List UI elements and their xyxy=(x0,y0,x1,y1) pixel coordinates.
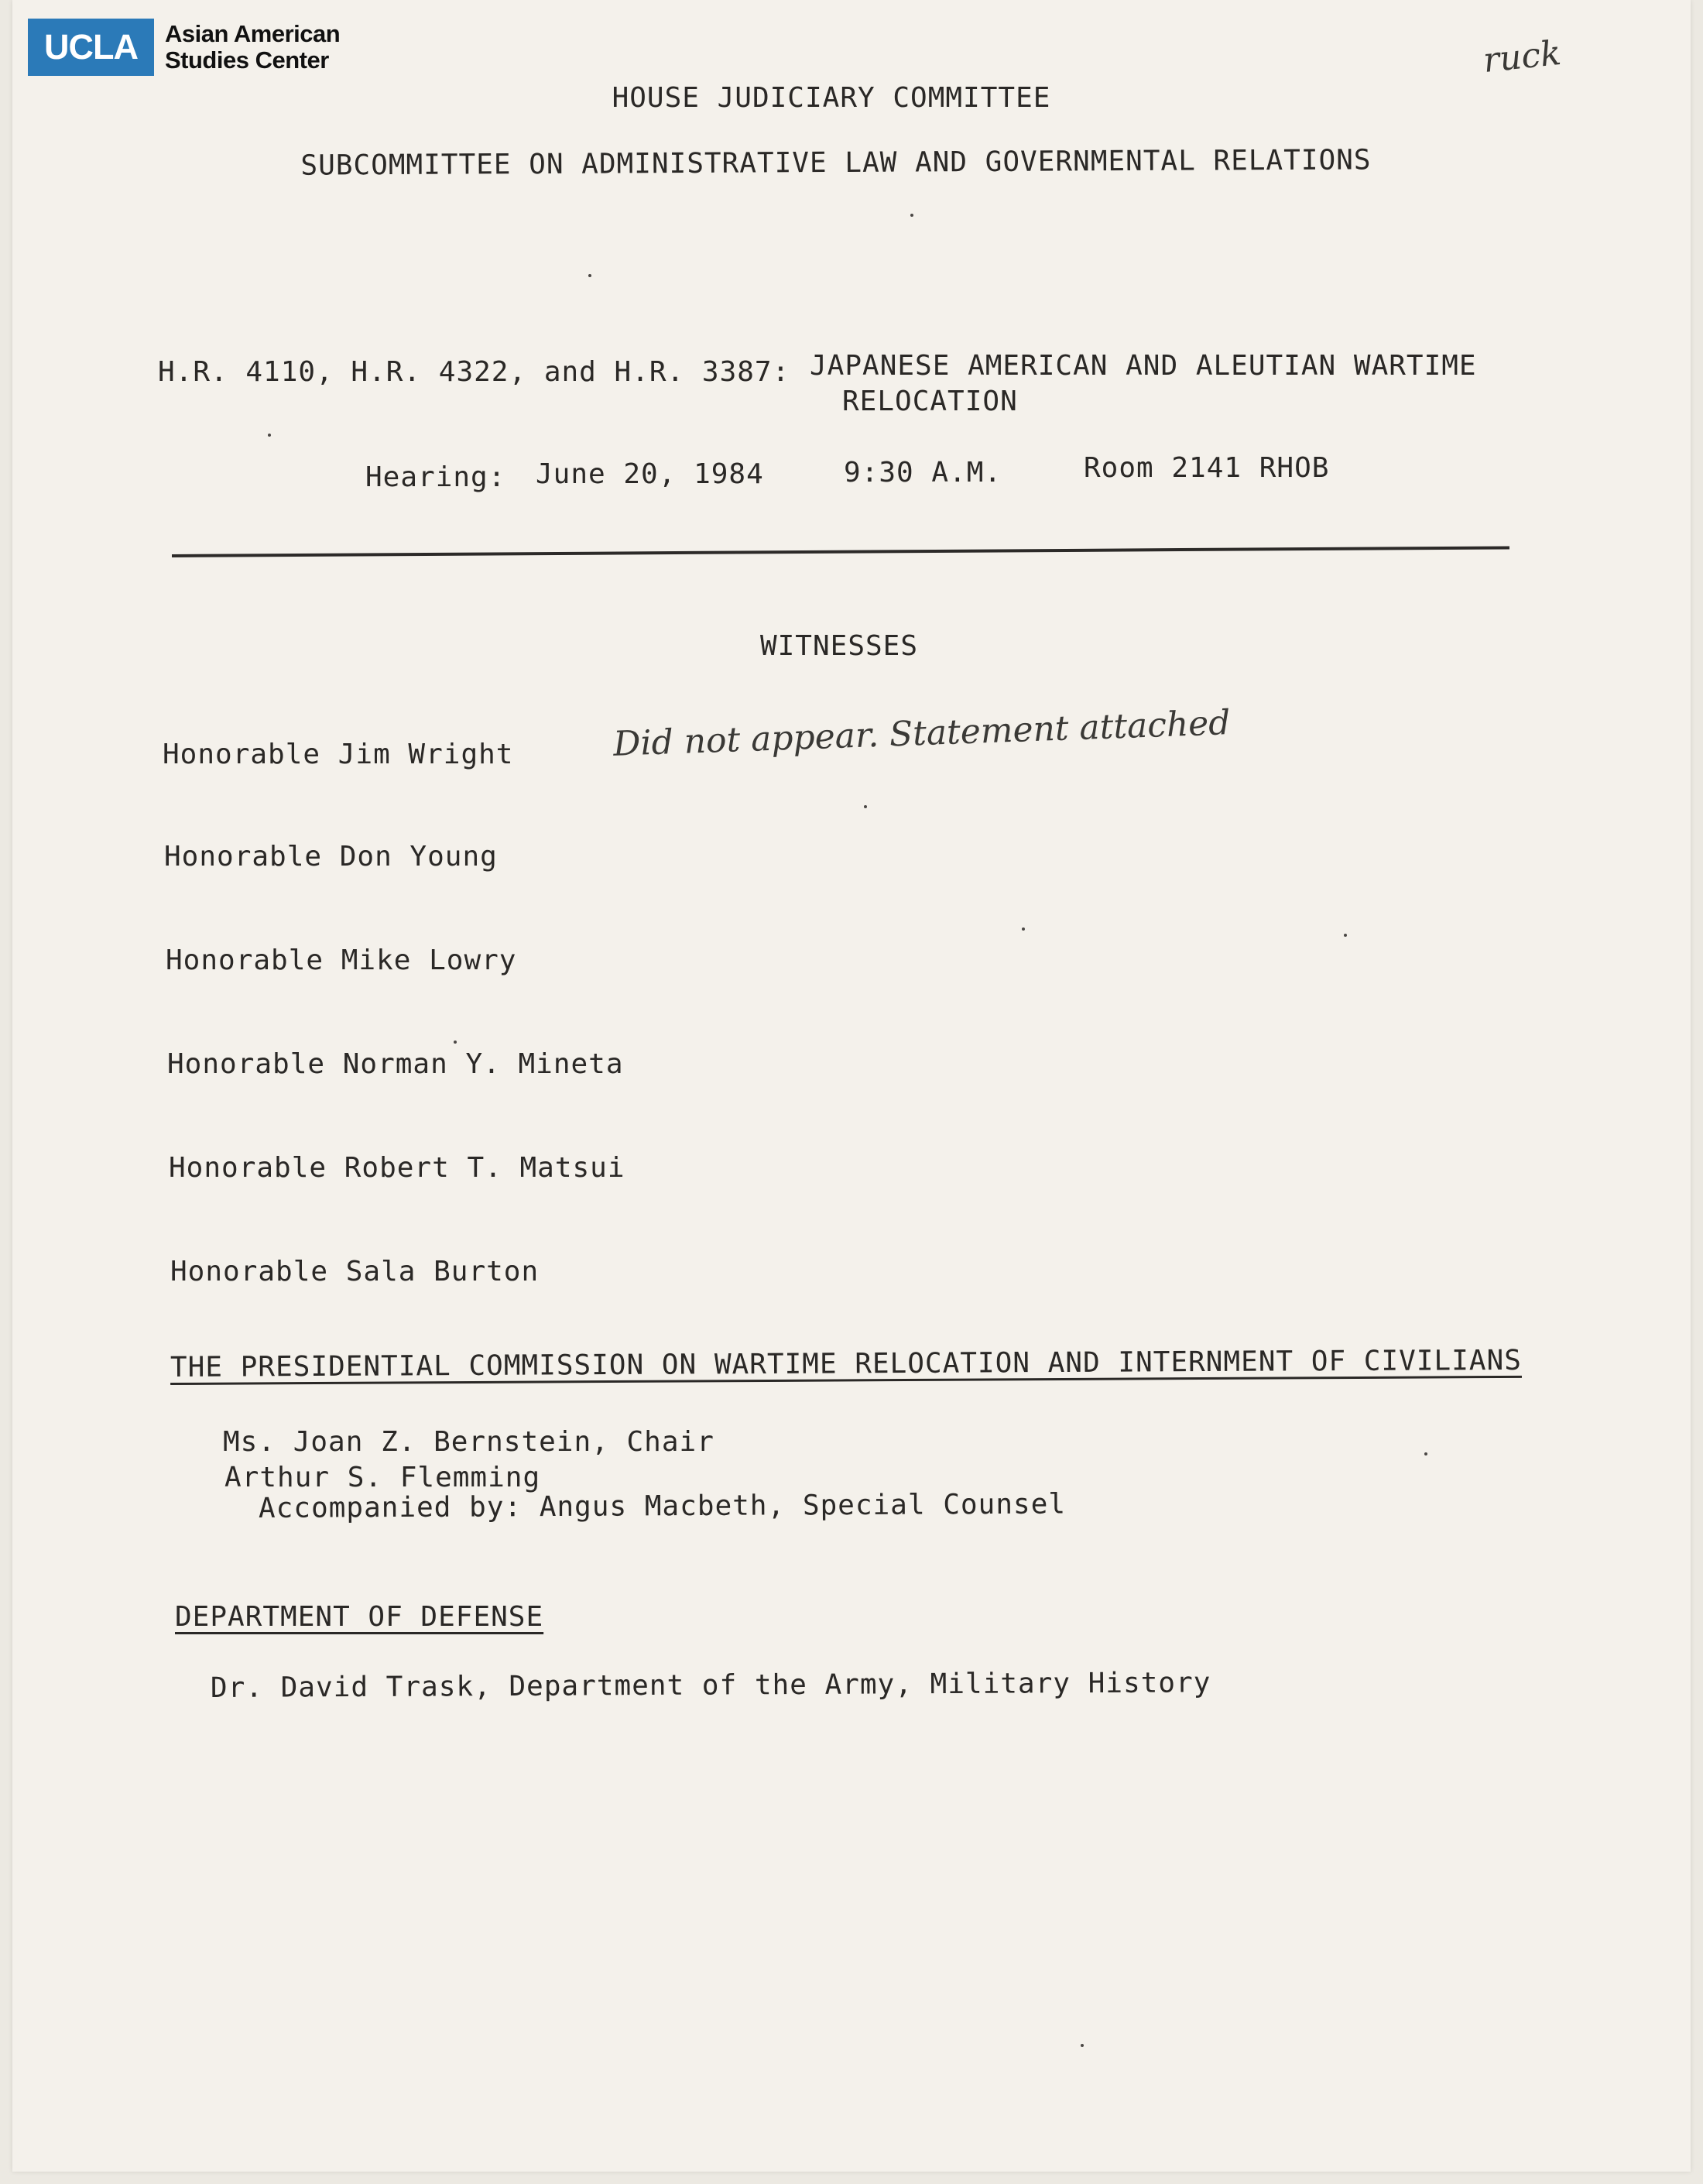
org-name-line1: Asian American xyxy=(165,20,341,47)
bill-numbers: H.R. 4110, H.R. 4322, and H.R. 3387: xyxy=(158,356,790,388)
paper-speck xyxy=(1081,2044,1084,2047)
hearing-time: 9:30 A.M. xyxy=(844,457,1002,489)
witness-list-item: Honorable Don Young xyxy=(164,841,498,873)
paper-speck xyxy=(1344,934,1347,937)
horizontal-rule xyxy=(172,546,1509,557)
paper-speck xyxy=(864,805,867,808)
ucla-logo xyxy=(28,19,340,76)
committee-title: HOUSE JUDICIARY COMMITTEE xyxy=(612,82,1051,114)
paper-speck xyxy=(1424,1452,1427,1455)
org-name xyxy=(165,21,340,74)
witness-list-item: Honorable Sala Burton xyxy=(170,1256,540,1287)
ucla-badge: UCLA xyxy=(28,19,154,76)
defense-heading: DEPARTMENT OF DEFENSE xyxy=(175,1601,544,1633)
paper-speck xyxy=(454,1041,457,1044)
paper-speck xyxy=(588,274,591,277)
bill-title-line2: RELOCATION xyxy=(842,386,1018,417)
document-page xyxy=(12,0,1691,2172)
paper-speck xyxy=(910,214,913,217)
defense-witness: Dr. David Trask, Department of the Army, Military History xyxy=(210,1667,1211,1704)
commission-member: Arthur S. Flemming xyxy=(224,1462,541,1493)
paper-speck xyxy=(1022,927,1025,931)
org-name-line2: Studies Center xyxy=(165,46,329,74)
witness-list-item: Honorable Jim Wright xyxy=(163,739,514,770)
hearing-date: June 20, 1984 xyxy=(536,458,764,490)
subcommittee-title: SUBCOMMITTEE ON ADMINISTRATIVE LAW AND GOVERNMENTAL RELATIONS xyxy=(300,144,1372,182)
witness-list-item: Honorable Robert T. Matsui xyxy=(169,1152,625,1184)
bill-title-line1: JAPANESE AMERICAN AND ALEUTIAN WARTIME xyxy=(810,350,1477,382)
handwritten-annotation: Did not appear. Statement attached xyxy=(612,703,1232,764)
commission-accompanied-by: Accompanied by: Angus Macbeth, Special Counsel xyxy=(258,1488,1067,1524)
hearing-room: Room 2141 RHOB xyxy=(1084,452,1330,484)
paper-speck xyxy=(268,434,271,437)
witness-list-item: Honorable Norman Y. Mineta xyxy=(167,1048,624,1080)
witness-list-item: Honorable Mike Lowry xyxy=(166,945,517,976)
corner-handwritten-note: ruck xyxy=(1481,33,1564,81)
hearing-label: Hearing: xyxy=(365,461,506,493)
witnesses-heading: WITNESSES xyxy=(759,630,919,662)
commission-member-chair: Ms. Joan Z. Bernstein, Chair xyxy=(223,1426,714,1458)
commission-heading: THE PRESIDENTIAL COMMISSION ON WARTIME RELOCATION AND INTERNMENT OF CIVILIANS xyxy=(170,1344,1522,1383)
